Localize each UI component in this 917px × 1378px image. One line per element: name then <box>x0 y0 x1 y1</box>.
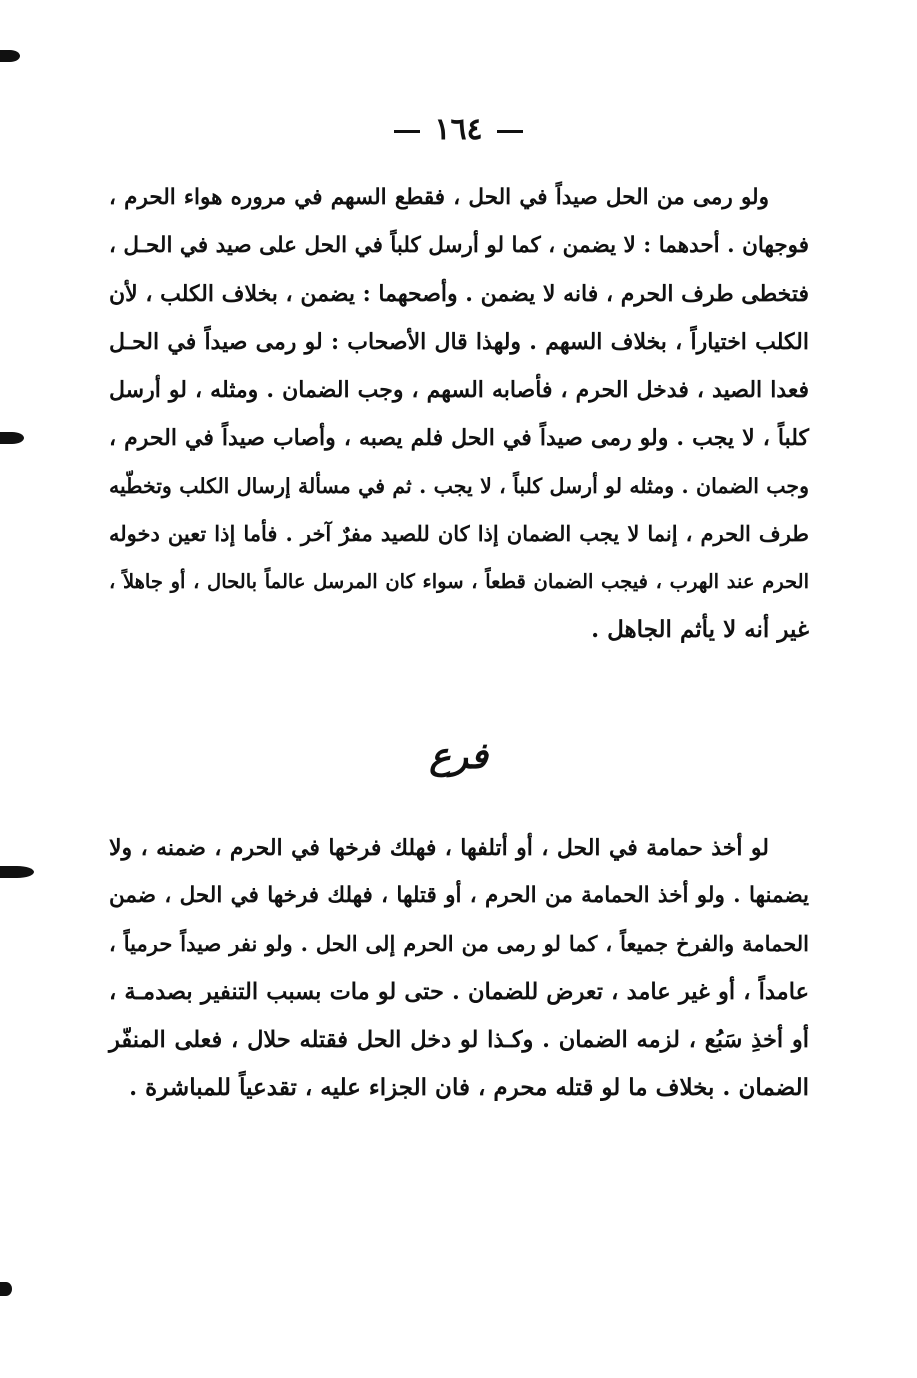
text-line: يضمنها . ولو أخذ الحمامة من الحرم ، أو قتلها ، فهلك فرخها في الحل ، ضمن <box>109 883 809 908</box>
scan-edge-mark <box>0 866 34 878</box>
text-line: فعدا الصيد ، فدخل الحرم ، فأصابه السهم ، وجب الضمان . ومثله ، لو أرسل <box>109 377 809 403</box>
text-line: الكلب اختياراً ، بخلاف السهم . ولهذا قال الأصحاب : لو رمى صيداً في الحـل <box>109 329 809 355</box>
scan-edge-mark <box>0 432 24 444</box>
text-line: عامداً ، أو غير عامد ، تعرض للضمان . حتى لو مات بسبب التنفير بصدمـة ، <box>109 979 809 1005</box>
dash-right <box>497 130 523 133</box>
paragraph-2 <box>109 824 809 1112</box>
text-line: فتخطى طرف الحرم ، فانه لا يضمن . وأصحهما : يضمن ، بخلاف الكلب ، لأن <box>109 281 809 307</box>
text-line: الحرم عند الهرب ، فيجب الضمان قطعاً ، سواء كان المرسل عالماً بالحال ، أو جاهلاً ، <box>109 570 809 593</box>
paragraph-1 <box>109 174 809 654</box>
text-line: كلباً ، لا يجب . ولو رمى صيداً في الحل فلم يصبه ، وأصاب صيداً في الحرم ، <box>109 425 809 451</box>
dash-left <box>394 130 420 133</box>
text-line: الحمامة والفرخ جميعاً ، كما لو رمى من الحرم إلى الحل . ولو نفر صيداً حرمياً ، <box>109 931 809 956</box>
scan-edge-mark <box>0 50 20 62</box>
page-number <box>0 112 917 147</box>
page-number-text: ١٦٤ <box>434 112 483 147</box>
text-line: ولو رمى من الحل صيداً في الحل ، فقطع السهم في مروره هواء الحرم ، <box>109 185 769 210</box>
text-line: الضمان . بخلاف ما لو قتله محرم ، فان الجزاء عليه ، تقدعياً للمباشرة . <box>129 1074 809 1101</box>
text-line: فوجهان . أحدهما : لا يضمن ، كما لو أرسل كلباً في الحل على صيد في الحـل ، <box>109 233 809 258</box>
text-line: غير أنه لا يأثم الجاهل . <box>591 616 809 643</box>
section-heading: فرع <box>429 735 488 777</box>
text-line: طرف الحرم ، إنما لا يجب الضمان إذا كان للصيد مفرٌ آخر . فأما إذا تعين دخوله <box>109 521 809 546</box>
text-line: وجب الضمان . ومثله لو أرسل كلباً ، لا يجب . ثم في مسألة إرسال الكلب وتخطّيه <box>109 474 809 498</box>
text-line: لو أخذ حمامة في الحل ، أو أتلفها ، فهلك فرخها في الحرم ، ضمنه ، ولا <box>109 835 769 861</box>
scan-edge-mark <box>0 1282 12 1296</box>
text-line: أو أخذِ سَبُع ، لزمه الضمان . وكـذا لو دخل الحل فقتله حلال ، فعلى المنفّر <box>109 1027 809 1053</box>
